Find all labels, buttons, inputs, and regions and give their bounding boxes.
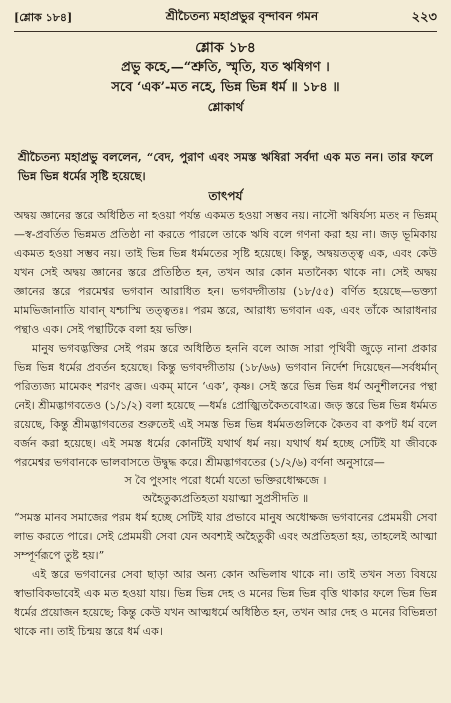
translation-heading: শ্লোকার্থ (207, 100, 244, 114)
purport-paragraph-3: “সমস্ত মানব সমাজের পরম ধর্ম হচ্ছে সেটিই যার প্রভাবে মানুষ অধোক্ষজ ভগবানের প্রেমময়ী সেবা লাভ করতে পারে। সেই প্রেমময়ী সেবা যেন অবশ্যই অহৈতুকী এবং অপ্রতিহতা হয়, তাহলেই আত্মা সম্পূর্ণরূপে তুষ্ট হয়।” (14, 511, 437, 562)
header-chapter-title: শ্রীচৈতন্য মহাপ্রভুর বৃন্দাবন গমন (165, 9, 319, 23)
header-verse-ref: [শ্লোক ১৮৪] (14, 10, 73, 24)
verse-line-2: সবে ‘এক’-মত নহে, ভিন্ন ভিন্ন ধর্ম ॥ ১৮৪ ॥ (111, 80, 340, 95)
verse-number: শ্লোক ১৮৪ (195, 40, 256, 56)
purport-paragraph-1: অদ্বয় জ্ঞানের স্তরে অধিষ্ঠিত না হওয়া পর্যন্ত একমত হওয়া সম্ভব নয়। নাসৌ ঋষির্যস্য মতং ন ভিন্নম্—স্ব-প্রবর্তিত ভিন্নমত প্রতিষ্ঠা না করতে পারলে তাকে ঋষি বলে গণনা করা হয় না। জড় ভূমিকায় একমত হওয়া সম্ভব নয়। তাই ভিন্ন ভিন্ন ধর্মমতের সৃষ্টি হয়েছে। কিন্তু, অদ্বয়তত্ত্ব এক, এবং কেউ যখন সেই অদ্বয় জ্ঞানের স্তরে প্রতিষ্ঠিত হন, তখন আর কোন মতানৈক্য থাকে না। সেই অদ্বয় জ্ঞানের স্তরে পরমেশ্বর ভগবান আরাধিত হন। ভগবদ্গীতায় (১৮/৫৫) বর্ণিত হয়েছে—ভক্ত্যা মামভিজানাতি যাবান্ যশ্চাস্মি তত্ত্বতঃ। পরম স্তরে, আরাধ্য ভগবান এক, এবং তাঁকে আরাধনার পন্থাও এক। সেই পন্থাটিকে বলা হয় ভক্তি। (14, 209, 437, 336)
translation-text: শ্রীচৈতন্য মহাপ্রভু বললেন, “বেদ, পুরাণ এবং সমস্ত ঋষিরা সর্বদা এক মত নন। তার ফলে ভিন্ন ভিন্ন ধর্মের সৃষ্টি হয়েছে। (18, 150, 433, 183)
verse-line-1: প্রভু কহে,—“শ্রুতি, স্মৃতি, যত ঋষিগণ । (121, 60, 330, 75)
purport-body (14, 206, 437, 641)
purport-paragraph-2: মানুষ ভগবদ্ভক্তির সেই পরম স্তরে অধিষ্ঠিত হননি বলে আজ সারা পৃথিবী জুড়ে নানা প্রকার ভিন্ন ভিন্ন ধর্মের প্রবর্তন হয়েছে। কিন্তু ভগবদ্গীতায় (১৮/৬৬) ভগবান নির্দেশ দিয়েছেন—সর্বধর্মান্ পরিত্যজ্য মামেকং শরণং ব্রজ। একম্ মানে ‘এক’, কৃষ্ণ। সেই স্তরে ভিন্ন ভিন্ন ধর্ম অনুশীলনের পন্থা নেই। শ্রীমদ্ভাগবতেও (১/১/২) বলা হয়েছে —ধর্মঃ প্রোজ্ঝিতকৈতবোঽত্র। জড় স্তরে ভিন্ন ভিন্ন ধর্মমত রয়েছে, কিন্তু শ্রীমদ্ভাগবতের শুরুতেই এই সমস্ত ভিন্ন ভিন্ন ধর্মমতগুলিকে কৈতব বা কপট ধর্ম বলে বর্জন করা হয়েছে। এই সমস্ত ধর্মের কোনটিই যথার্থ ধর্ম নয়। যথার্থ ধর্ম হচ্ছে সেটিই যা জীবকে পরমেশ্বর ভগবানকে ভালবাসতে উদ্বুদ্ধ করে। শ্রীমদ্ভাগবতের (১/২/৬) বর্ণনা অনুসারে— (14, 342, 437, 469)
running-header (14, 8, 437, 28)
sloka-line-2: অহৈতুক্যপ্রতিহতা যয়াত্মা সুপ্রসীদতি ॥ (142, 492, 309, 505)
page-number: ২২৩ (411, 9, 437, 25)
purport-paragraph-4: এই স্তরে ভগবানের সেবা ছাড়া আর অন্য কোন অভিলাষ থাকে না। তাই তখন সত্য বিষয়ে স্বাভাবিকভাবেই এক মত হওয়া যায়। ভিন্ন ভিন্ন দেহ ও মনের ভিন্ন ভিন্ন বৃত্তি থাকার ফলে ভিন্ন ভিন্ন ধর্মের প্রয়োজন হয়েছে; কিন্তু কেউ যখন আত্মধর্মে অধিষ্ঠিত হন, তখন আর দেহ ও মনের বিভিন্নতা থাকে না। তাই চিন্ময় স্তরে ধর্ম এক। (14, 568, 437, 638)
header-rule (14, 31, 437, 32)
purport-heading: তাৎপর্য (208, 189, 243, 203)
sloka-line-1: স বৈ পুংসাং পরো ধর্মো যতো ভক্তিরধোক্ষজে । (124, 474, 327, 487)
verse-block (14, 38, 437, 116)
